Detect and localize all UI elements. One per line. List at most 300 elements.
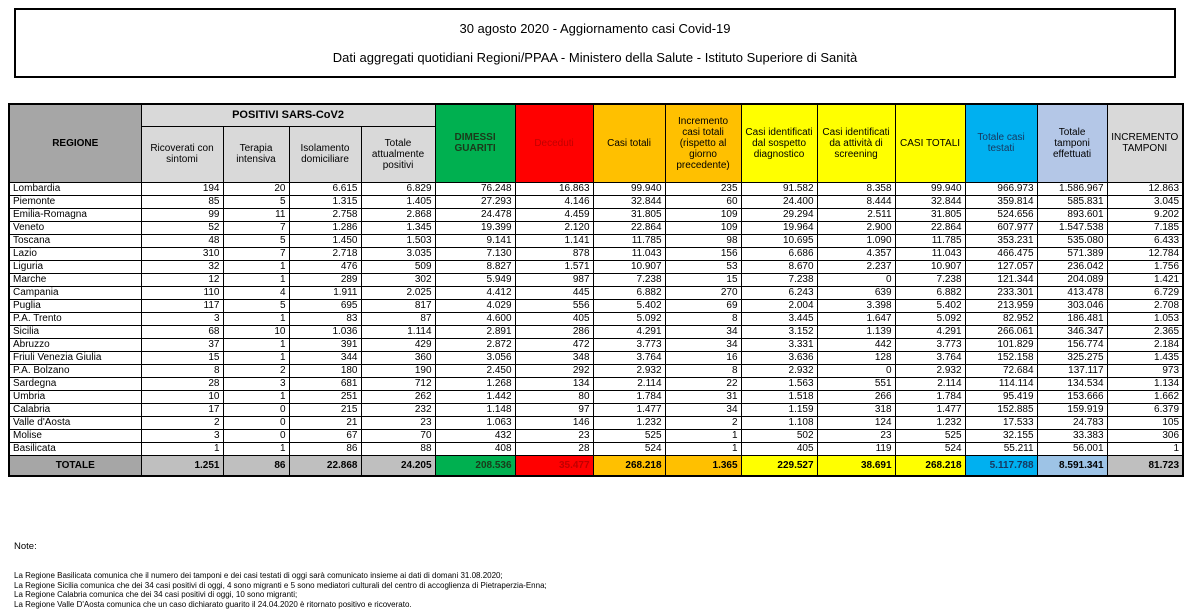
cell-totale-casi-testati: 114.114 [965, 377, 1037, 390]
cell-terapia-intensiva: 0 [223, 429, 289, 442]
cell-casi-sospetto-diagnostico: 29.294 [741, 208, 817, 221]
table-row [9, 442, 1183, 455]
cell-dimessi-guariti: 7.130 [435, 247, 515, 260]
cell-dimessi-guariti: 408 [435, 442, 515, 455]
cell-totale-casi-testati: 95.419 [965, 390, 1037, 403]
cell-ricoverati-con-sintomi: 15 [141, 351, 223, 364]
total-terapia-intensiva: 86 [223, 455, 289, 476]
cell-casi-totali: 2.932 [593, 364, 665, 377]
cell-casi-totali: 1.232 [593, 416, 665, 429]
cell-ricoverati-con-sintomi: 28 [141, 377, 223, 390]
cell-totale-casi-testati: 152.885 [965, 403, 1037, 416]
cell-terapia-intensiva: 5 [223, 234, 289, 247]
cell-incremento-casi-totali: 69 [665, 299, 741, 312]
region-name: P.A. Trento [9, 312, 141, 325]
cell-casi-screening: 119 [817, 442, 895, 455]
cell-isolamento-domiciliare: 695 [289, 299, 361, 312]
cell-totale-casi-testati: 82.952 [965, 312, 1037, 325]
cell-ricoverati-con-sintomi: 17 [141, 403, 223, 416]
cell-casi-screening: 0 [817, 364, 895, 377]
cell-casi-totali: 5.092 [593, 312, 665, 325]
table-row [9, 299, 1183, 312]
cell-totale-attualmente-positivi: 1.345 [361, 221, 435, 234]
cell-totale-tamponi: 413.478 [1037, 286, 1107, 299]
table-row [9, 312, 1183, 325]
cell-casi-sospetto-diagnostico: 8.670 [741, 260, 817, 273]
col-header-dimessi-guariti: DIMESSI GUARITI [435, 104, 515, 182]
cell-terapia-intensiva: 10 [223, 325, 289, 338]
cell-deceduti: 134 [515, 377, 593, 390]
cell-incremento-casi-totali: 60 [665, 195, 741, 208]
cell-isolamento-domiciliare: 681 [289, 377, 361, 390]
cell-ricoverati-con-sintomi: 37 [141, 338, 223, 351]
table-row [9, 377, 1183, 390]
cell-incremento-casi-totali: 15 [665, 273, 741, 286]
cell-dimessi-guariti: 24.478 [435, 208, 515, 221]
cell-ricoverati-con-sintomi: 32 [141, 260, 223, 273]
cell-casi-screening: 1.647 [817, 312, 895, 325]
cell-casi-sospetto-diagnostico: 91.582 [741, 182, 817, 195]
cell-casi-screening: 0 [817, 273, 895, 286]
cell-totale-casi-testati: 266.061 [965, 325, 1037, 338]
cell-incremento-tamponi: 1.435 [1107, 351, 1183, 364]
cell-terapia-intensiva: 5 [223, 299, 289, 312]
cell-casi-sospetto-diagnostico: 7.238 [741, 273, 817, 286]
cell-isolamento-domiciliare: 476 [289, 260, 361, 273]
cell-casi-screening: 1.139 [817, 325, 895, 338]
cell-casi-totali-2: 525 [895, 429, 965, 442]
cell-incremento-casi-totali: 8 [665, 312, 741, 325]
cell-deceduti: 16.863 [515, 182, 593, 195]
cell-casi-totali-2: 524 [895, 442, 965, 455]
cell-isolamento-domiciliare: 6.615 [289, 182, 361, 195]
cell-casi-screening: 1.090 [817, 234, 895, 247]
cell-casi-totali-2: 5.402 [895, 299, 965, 312]
cell-incremento-tamponi: 1.756 [1107, 260, 1183, 273]
cell-incremento-casi-totali: 109 [665, 221, 741, 234]
cell-isolamento-domiciliare: 86 [289, 442, 361, 455]
cell-terapia-intensiva: 1 [223, 351, 289, 364]
col-header-tamponi: Totale tamponi effettuati [1037, 104, 1107, 182]
cell-isolamento-domiciliare: 344 [289, 351, 361, 364]
cell-casi-totali: 3.773 [593, 338, 665, 351]
cell-totale-casi-testati: 17.533 [965, 416, 1037, 429]
col-header-casi-totali: Casi totali [593, 104, 665, 182]
cell-incremento-casi-totali: 98 [665, 234, 741, 247]
notes-section [14, 541, 547, 609]
cell-incremento-tamponi: 3.045 [1107, 195, 1183, 208]
region-name: Basilicata [9, 442, 141, 455]
total-label: TOTALE [9, 455, 141, 476]
notes-title: Note: [14, 541, 37, 552]
cell-terapia-intensiva: 1 [223, 390, 289, 403]
table-row [9, 182, 1183, 195]
cell-dimessi-guariti: 1.442 [435, 390, 515, 403]
region-name: Marche [9, 273, 141, 286]
cell-incremento-casi-totali: 34 [665, 403, 741, 416]
cell-totale-casi-testati: 32.155 [965, 429, 1037, 442]
cell-totale-attualmente-positivi: 1.114 [361, 325, 435, 338]
cell-casi-totali: 22.864 [593, 221, 665, 234]
cell-terapia-intensiva: 1 [223, 442, 289, 455]
cell-totale-attualmente-positivi: 232 [361, 403, 435, 416]
region-name: Sicilia [9, 325, 141, 338]
cell-casi-totali-2: 6.882 [895, 286, 965, 299]
cell-deceduti: 445 [515, 286, 593, 299]
cell-totale-casi-testati: 152.158 [965, 351, 1037, 364]
cell-incremento-casi-totali: 16 [665, 351, 741, 364]
total-casi-totali-2: 268.218 [895, 455, 965, 476]
cell-casi-totali-2: 2.114 [895, 377, 965, 390]
cell-incremento-tamponi: 6.433 [1107, 234, 1183, 247]
cell-casi-screening: 2.511 [817, 208, 895, 221]
cell-totale-tamponi: 1.547.538 [1037, 221, 1107, 234]
cell-incremento-tamponi: 1.421 [1107, 273, 1183, 286]
table-row [9, 221, 1183, 234]
cell-dimessi-guariti: 9.141 [435, 234, 515, 247]
cell-incremento-tamponi: 1 [1107, 442, 1183, 455]
cell-dimessi-guariti: 8.827 [435, 260, 515, 273]
cell-casi-totali-2: 11.043 [895, 247, 965, 260]
table-row [9, 403, 1183, 416]
cell-incremento-tamponi: 1.662 [1107, 390, 1183, 403]
cell-ricoverati-con-sintomi: 12 [141, 273, 223, 286]
cell-incremento-casi-totali: 270 [665, 286, 741, 299]
cell-casi-sospetto-diagnostico: 1.518 [741, 390, 817, 403]
region-name: Puglia [9, 299, 141, 312]
cell-totale-attualmente-positivi: 509 [361, 260, 435, 273]
cell-isolamento-domiciliare: 2.718 [289, 247, 361, 260]
cell-totale-casi-testati: 101.829 [965, 338, 1037, 351]
cell-deceduti: 4.459 [515, 208, 593, 221]
cell-totale-attualmente-positivi: 2.868 [361, 208, 435, 221]
cell-incremento-tamponi: 973 [1107, 364, 1183, 377]
cell-casi-totali: 6.882 [593, 286, 665, 299]
col-header-casi-totali-2: CASI TOTALI [895, 104, 965, 182]
region-name: Toscana [9, 234, 141, 247]
col-header-incremento-tamponi: INCREMENTO TAMPONI [1107, 104, 1183, 182]
total-incremento-casi-totali: 1.365 [665, 455, 741, 476]
cell-casi-screening: 266 [817, 390, 895, 403]
cell-casi-totali-2: 3.764 [895, 351, 965, 364]
cell-casi-totali: 7.238 [593, 273, 665, 286]
region-name: Veneto [9, 221, 141, 234]
cell-totale-tamponi: 134.534 [1037, 377, 1107, 390]
cell-deceduti: 348 [515, 351, 593, 364]
cell-totale-tamponi: 325.275 [1037, 351, 1107, 364]
region-name: Calabria [9, 403, 141, 416]
cell-casi-sospetto-diagnostico: 3.636 [741, 351, 817, 364]
region-name: Lombardia [9, 182, 141, 195]
region-name: Liguria [9, 260, 141, 273]
cell-casi-totali: 10.907 [593, 260, 665, 273]
cell-incremento-tamponi: 12.784 [1107, 247, 1183, 260]
cell-deceduti: 4.146 [515, 195, 593, 208]
total-totale-attualmente-positivi: 24.205 [361, 455, 435, 476]
cell-ricoverati-con-sintomi: 10 [141, 390, 223, 403]
cell-casi-sospetto-diagnostico: 2.932 [741, 364, 817, 377]
cell-casi-totali: 11.785 [593, 234, 665, 247]
cell-terapia-intensiva: 1 [223, 338, 289, 351]
col-header-isolamento: Isolamento domiciliare [289, 126, 361, 182]
cell-casi-screening: 551 [817, 377, 895, 390]
cell-casi-sospetto-diagnostico: 405 [741, 442, 817, 455]
cell-casi-sospetto-diagnostico: 10.695 [741, 234, 817, 247]
cell-dimessi-guariti: 2.891 [435, 325, 515, 338]
cell-casi-totali-2: 31.805 [895, 208, 965, 221]
cell-deceduti: 878 [515, 247, 593, 260]
cell-casi-totali-2: 32.844 [895, 195, 965, 208]
cell-totale-casi-testati: 359.814 [965, 195, 1037, 208]
cell-isolamento-domiciliare: 215 [289, 403, 361, 416]
cell-dimessi-guariti: 1.148 [435, 403, 515, 416]
cell-ricoverati-con-sintomi: 85 [141, 195, 223, 208]
cell-casi-screening: 442 [817, 338, 895, 351]
cell-dimessi-guariti: 3.056 [435, 351, 515, 364]
cell-incremento-casi-totali: 53 [665, 260, 741, 273]
cell-deceduti: 286 [515, 325, 593, 338]
cell-totale-casi-testati: 55.211 [965, 442, 1037, 455]
cell-incremento-casi-totali: 109 [665, 208, 741, 221]
cell-deceduti: 472 [515, 338, 593, 351]
cell-totale-tamponi: 156.774 [1037, 338, 1107, 351]
cell-ricoverati-con-sintomi: 1 [141, 442, 223, 455]
cell-casi-totali: 525 [593, 429, 665, 442]
cell-dimessi-guariti: 1.268 [435, 377, 515, 390]
cell-isolamento-domiciliare: 1.286 [289, 221, 361, 234]
cell-incremento-casi-totali: 1 [665, 429, 741, 442]
cell-totale-casi-testati: 72.684 [965, 364, 1037, 377]
cell-ricoverati-con-sintomi: 68 [141, 325, 223, 338]
cell-ricoverati-con-sintomi: 52 [141, 221, 223, 234]
cell-dimessi-guariti: 2.872 [435, 338, 515, 351]
cell-casi-totali-2: 1.784 [895, 390, 965, 403]
cell-isolamento-domiciliare: 391 [289, 338, 361, 351]
cell-ricoverati-con-sintomi: 99 [141, 208, 223, 221]
cell-totale-tamponi: 159.919 [1037, 403, 1107, 416]
cell-totale-casi-testati: 121.344 [965, 273, 1037, 286]
cell-casi-sospetto-diagnostico: 1.108 [741, 416, 817, 429]
cell-casi-totali-2: 10.907 [895, 260, 965, 273]
cell-incremento-casi-totali: 8 [665, 364, 741, 377]
table-row [9, 364, 1183, 377]
cell-ricoverati-con-sintomi: 8 [141, 364, 223, 377]
cell-casi-totali-2: 11.785 [895, 234, 965, 247]
cell-deceduti: 23 [515, 429, 593, 442]
total-totale-casi-testati: 5.117.788 [965, 455, 1037, 476]
cell-isolamento-domiciliare: 180 [289, 364, 361, 377]
cell-totale-casi-testati: 466.475 [965, 247, 1037, 260]
col-group-positivi-sars-cov2: POSITIVI SARS-CoV2 [141, 104, 435, 126]
cell-totale-attualmente-positivi: 262 [361, 390, 435, 403]
cell-terapia-intensiva: 1 [223, 260, 289, 273]
cell-casi-screening: 8.358 [817, 182, 895, 195]
cell-terapia-intensiva: 7 [223, 247, 289, 260]
total-casi-screening: 38.691 [817, 455, 895, 476]
cell-terapia-intensiva: 0 [223, 416, 289, 429]
cell-dimessi-guariti: 432 [435, 429, 515, 442]
col-header-terapia-intensiva: Terapia intensiva [223, 126, 289, 182]
cell-incremento-casi-totali: 22 [665, 377, 741, 390]
cell-ricoverati-con-sintomi: 3 [141, 429, 223, 442]
total-casi-totali: 268.218 [593, 455, 665, 476]
col-header-casi-screening: Casi identificati da attività di screening [817, 104, 895, 182]
total-ricoverati-con-sintomi: 1.251 [141, 455, 223, 476]
region-name: Valle d'Aosta [9, 416, 141, 429]
total-isolamento-domiciliare: 22.868 [289, 455, 361, 476]
total-incremento-tamponi: 81.723 [1107, 455, 1183, 476]
cell-totale-attualmente-positivi: 360 [361, 351, 435, 364]
cell-casi-totali-2: 1.232 [895, 416, 965, 429]
col-header-casi-sospetto: Casi identificati dal sospetto diagnostico [741, 104, 817, 182]
region-name: Emilia-Romagna [9, 208, 141, 221]
cell-incremento-tamponi: 9.202 [1107, 208, 1183, 221]
table-row [9, 338, 1183, 351]
cell-totale-attualmente-positivi: 23 [361, 416, 435, 429]
col-header-deceduti: Deceduti [515, 104, 593, 182]
cell-casi-totali: 4.291 [593, 325, 665, 338]
cell-isolamento-domiciliare: 1.315 [289, 195, 361, 208]
cell-casi-screening: 318 [817, 403, 895, 416]
cell-casi-screening: 124 [817, 416, 895, 429]
cell-isolamento-domiciliare: 2.758 [289, 208, 361, 221]
cell-deceduti: 292 [515, 364, 593, 377]
cell-casi-totali: 99.940 [593, 182, 665, 195]
table-row [9, 195, 1183, 208]
cell-casi-totali: 31.805 [593, 208, 665, 221]
col-header-regione: REGIONE [9, 104, 141, 182]
cell-casi-totali: 1.784 [593, 390, 665, 403]
cell-totale-attualmente-positivi: 817 [361, 299, 435, 312]
cell-totale-tamponi: 204.089 [1037, 273, 1107, 286]
region-name: Piemonte [9, 195, 141, 208]
table-row [9, 286, 1183, 299]
cell-terapia-intensiva: 11 [223, 208, 289, 221]
cell-ricoverati-con-sintomi: 3 [141, 312, 223, 325]
table-row [9, 325, 1183, 338]
cell-casi-totali: 5.402 [593, 299, 665, 312]
cell-isolamento-domiciliare: 83 [289, 312, 361, 325]
cell-casi-totali-2: 99.940 [895, 182, 965, 195]
cell-deceduti: 2.120 [515, 221, 593, 234]
cell-incremento-tamponi: 306 [1107, 429, 1183, 442]
cell-totale-tamponi: 303.046 [1037, 299, 1107, 312]
title-box [14, 8, 1176, 78]
note-sicilia: La Regione Sicilia comunica che dei 34 casi positivi di oggi, 4 sono migranti e 5 sono mediatori culturali del centro di accoglienza di Pietraperzia-Enna; [14, 580, 547, 590]
cell-isolamento-domiciliare: 1.036 [289, 325, 361, 338]
cell-incremento-casi-totali: 34 [665, 338, 741, 351]
cell-deceduti: 80 [515, 390, 593, 403]
cell-totale-attualmente-positivi: 190 [361, 364, 435, 377]
cell-totale-casi-testati: 607.977 [965, 221, 1037, 234]
cell-casi-totali-2: 1.477 [895, 403, 965, 416]
cell-incremento-casi-totali: 34 [665, 325, 741, 338]
table-row [9, 429, 1183, 442]
cell-totale-tamponi: 1.586.967 [1037, 182, 1107, 195]
cell-casi-screening: 4.357 [817, 247, 895, 260]
region-name: Umbria [9, 390, 141, 403]
cell-incremento-tamponi: 2.365 [1107, 325, 1183, 338]
cell-totale-casi-testati: 353.231 [965, 234, 1037, 247]
cell-ricoverati-con-sintomi: 117 [141, 299, 223, 312]
cell-totale-attualmente-positivi: 1.503 [361, 234, 435, 247]
report-title: 30 agosto 2020 - Aggiornamento casi Covid-19 [459, 21, 731, 36]
covid-data-table [8, 103, 1184, 477]
col-header-ricoverati: Ricoverati con sintomi [141, 126, 223, 182]
cell-isolamento-domiciliare: 21 [289, 416, 361, 429]
table-row [9, 208, 1183, 221]
cell-terapia-intensiva: 1 [223, 312, 289, 325]
cell-casi-sospetto-diagnostico: 3.152 [741, 325, 817, 338]
cell-deceduti: 28 [515, 442, 593, 455]
cell-casi-totali: 1.477 [593, 403, 665, 416]
cell-incremento-casi-totali: 2 [665, 416, 741, 429]
cell-deceduti: 146 [515, 416, 593, 429]
cell-dimessi-guariti: 27.293 [435, 195, 515, 208]
total-totale-tamponi: 8.591.341 [1037, 455, 1107, 476]
cell-casi-totali: 11.043 [593, 247, 665, 260]
cell-dimessi-guariti: 5.949 [435, 273, 515, 286]
cell-casi-totali-2: 5.092 [895, 312, 965, 325]
cell-casi-totali-2: 7.238 [895, 273, 965, 286]
cell-terapia-intensiva: 2 [223, 364, 289, 377]
cell-incremento-casi-totali: 31 [665, 390, 741, 403]
cell-isolamento-domiciliare: 289 [289, 273, 361, 286]
cell-deceduti: 556 [515, 299, 593, 312]
table-row [9, 390, 1183, 403]
cell-casi-sospetto-diagnostico: 24.400 [741, 195, 817, 208]
table-row [9, 416, 1183, 429]
cell-totale-attualmente-positivi: 302 [361, 273, 435, 286]
cell-incremento-tamponi: 6.729 [1107, 286, 1183, 299]
cell-incremento-tamponi: 2.708 [1107, 299, 1183, 312]
table-row [9, 247, 1183, 260]
cell-totale-attualmente-positivi: 712 [361, 377, 435, 390]
total-row [9, 455, 1183, 476]
total-dimessi-guariti: 208.536 [435, 455, 515, 476]
cell-isolamento-domiciliare: 251 [289, 390, 361, 403]
cell-totale-tamponi: 33.383 [1037, 429, 1107, 442]
cell-incremento-tamponi: 12.863 [1107, 182, 1183, 195]
cell-ricoverati-con-sintomi: 194 [141, 182, 223, 195]
cell-totale-casi-testati: 524.656 [965, 208, 1037, 221]
cell-casi-totali: 32.844 [593, 195, 665, 208]
cell-incremento-casi-totali: 1 [665, 442, 741, 455]
cell-incremento-casi-totali: 235 [665, 182, 741, 195]
cell-casi-screening: 8.444 [817, 195, 895, 208]
cell-casi-totali-2: 4.291 [895, 325, 965, 338]
cell-casi-screening: 23 [817, 429, 895, 442]
note-calabria: La Regione Calabria comunica che dei 34 casi positivi di oggi, 10 sono migranti; [14, 590, 298, 599]
cell-dimessi-guariti: 1.063 [435, 416, 515, 429]
cell-casi-sospetto-diagnostico: 3.445 [741, 312, 817, 325]
cell-casi-screening: 128 [817, 351, 895, 364]
cell-totale-tamponi: 153.666 [1037, 390, 1107, 403]
cell-isolamento-domiciliare: 1.911 [289, 286, 361, 299]
table-row [9, 351, 1183, 364]
cell-dimessi-guariti: 76.248 [435, 182, 515, 195]
region-name: Lazio [9, 247, 141, 260]
cell-terapia-intensiva: 5 [223, 195, 289, 208]
cell-totale-attualmente-positivi: 1.405 [361, 195, 435, 208]
table-row [9, 234, 1183, 247]
cell-totale-tamponi: 346.347 [1037, 325, 1107, 338]
col-header-incremento-casi: Incremento casi totali (rispetto al giorno precedente) [665, 104, 741, 182]
cell-casi-totali: 524 [593, 442, 665, 455]
cell-totale-attualmente-positivi: 6.829 [361, 182, 435, 195]
region-name: Molise [9, 429, 141, 442]
cell-casi-totali-2: 2.932 [895, 364, 965, 377]
